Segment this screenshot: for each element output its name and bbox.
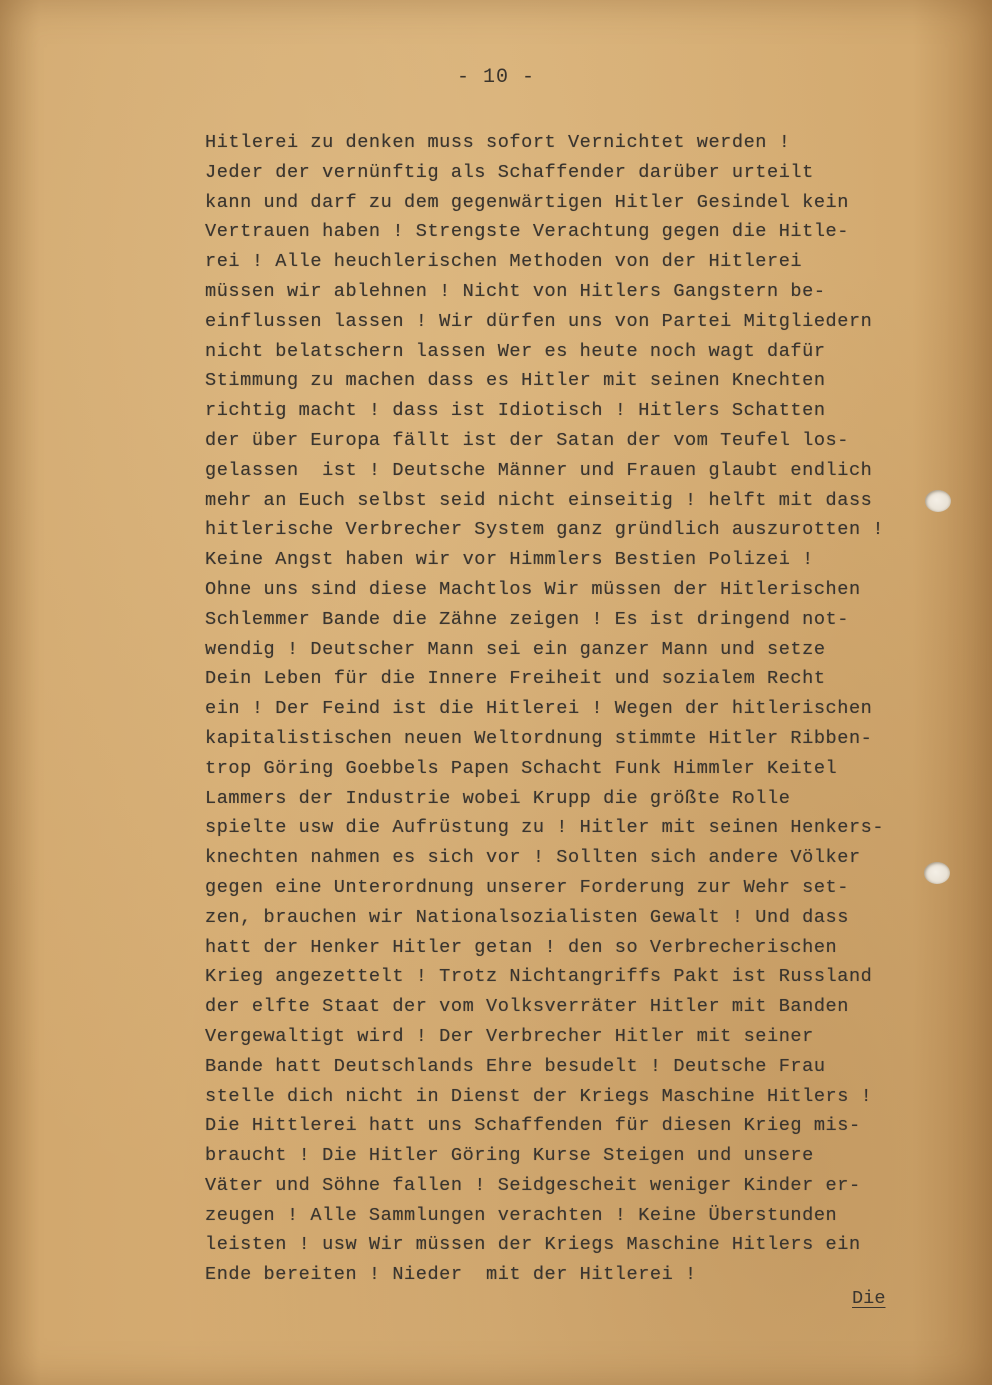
text-line: richtig macht ! dass ist Idiotisch ! Hitlers Schatten bbox=[205, 400, 826, 422]
punch-hole-lower bbox=[924, 862, 950, 884]
text-line: Hitlerei zu denken muss sofort Vernichtet werden ! bbox=[205, 132, 791, 153]
text-line: knechten nahmen es sich vor ! Sollten sich andere Völker bbox=[205, 847, 861, 869]
text-line: der elfte Staat der vom Volksverräter Hitler mit Banden bbox=[205, 996, 849, 1018]
text-line: Ende bereiten ! Nieder mit der Hitlerei ! bbox=[205, 1264, 697, 1286]
text-line: leisten ! usw Wir müssen der Kriegs Maschine Hitlers ein bbox=[205, 1234, 861, 1256]
text-line: Die Hittlerei hatt uns Schaffenden für diesen Krieg mis- bbox=[205, 1115, 861, 1137]
text-line: Vergewaltigt wird ! Der Verbrecher Hitler mit seiner bbox=[205, 1025, 814, 1047]
text-line: Lammers der Industrie wobei Krupp die größte Rolle bbox=[205, 787, 791, 809]
text-line: müssen wir ablehnen ! Nicht von Hitlers Gangstern be- bbox=[205, 280, 826, 302]
text-line: Väter und Söhne fallen ! Seidgescheit weniger Kinder er- bbox=[205, 1174, 861, 1196]
text-line: Keine Angst haben wir vor Himmlers Bestien Polizei ! bbox=[205, 549, 814, 571]
text-line: Krieg angezettelt ! Trotz Nichtangriffs Pakt ist Russland bbox=[205, 966, 873, 988]
punch-hole-upper bbox=[925, 490, 951, 512]
typed-body-text bbox=[205, 128, 925, 1290]
text-line: nicht belatschern lassen Wer es heute noch wagt dafür bbox=[205, 340, 826, 362]
text-line: rei ! Alle heuchlerischen Methoden von der Hitlerei bbox=[205, 251, 803, 273]
text-line: Jeder der vernünftig als Schaffender darüber urteilt bbox=[205, 161, 814, 183]
text-line: Bande hatt Deutschlands Ehre besudelt ! Deutsche Frau bbox=[205, 1055, 826, 1077]
text-line: zeugen ! Alle Sammlungen verachten ! Keine Überstunden bbox=[205, 1204, 838, 1226]
text-line: der über Europa fällt ist der Satan der vom Teufel los- bbox=[205, 429, 849, 451]
text-line: Stimmung zu machen dass es Hitler mit seinen Knechten bbox=[205, 370, 826, 392]
text-line: kapitalistischen neuen Weltordnung stimmte Hitler Ribben- bbox=[205, 727, 873, 749]
text-line: Ohne uns sind diese Machtlos Wir müssen der Hitlerischen bbox=[205, 578, 861, 600]
page-number: - 10 - bbox=[456, 66, 535, 89]
text-line: gelassen ist ! Deutsche Männer und Frauen glaubt endlich bbox=[205, 459, 873, 481]
text-line: hitlerische Verbrecher System ganz gründlich auszurotten ! bbox=[205, 519, 885, 541]
text-line: wendig ! Deutscher Mann sei ein ganzer Mann und setze bbox=[205, 638, 826, 660]
text-line: Vertrauen haben ! Strengste Verachtung gegen die Hitle- bbox=[205, 221, 849, 243]
text-line: spielte usw die Aufrüstung zu ! Hitler mit seinen Henkers- bbox=[205, 817, 885, 839]
text-line: zen, brauchen wir Nationalsozialisten Gewalt ! Und dass bbox=[205, 906, 849, 928]
text-line: einflussen lassen ! Wir dürfen uns von Partei Mitgliedern bbox=[205, 310, 873, 332]
text-line: mehr an Euch selbst seid nicht einseitig ! helft mit dass bbox=[205, 489, 873, 511]
text-line: hatt der Henker Hitler getan ! den so Verbrecherischen bbox=[205, 936, 838, 958]
text-line: Schlemmer Bande die Zähne zeigen ! Es ist dringend not- bbox=[205, 608, 849, 630]
text-line: stelle dich nicht in Dienst der Kriegs Maschine Hitlers ! bbox=[205, 1085, 873, 1107]
catchword: Die bbox=[852, 1288, 886, 1309]
text-line: braucht ! Die Hitler Göring Kurse Steigen und unsere bbox=[205, 1145, 814, 1167]
text-line: ein ! Der Feind ist die Hitlerei ! Wegen der hitlerischen bbox=[205, 698, 873, 720]
text-line: Dein Leben für die Innere Freiheit und sozialem Recht bbox=[205, 668, 826, 690]
text-line: trop Göring Goebbels Papen Schacht Funk Himmler Keitel bbox=[205, 757, 838, 779]
text-line: gegen eine Unterordnung unserer Forderung zur Wehr set- bbox=[205, 876, 849, 898]
text-line: kann und darf zu dem gegenwärtigen Hitler Gesindel kein bbox=[205, 191, 849, 213]
